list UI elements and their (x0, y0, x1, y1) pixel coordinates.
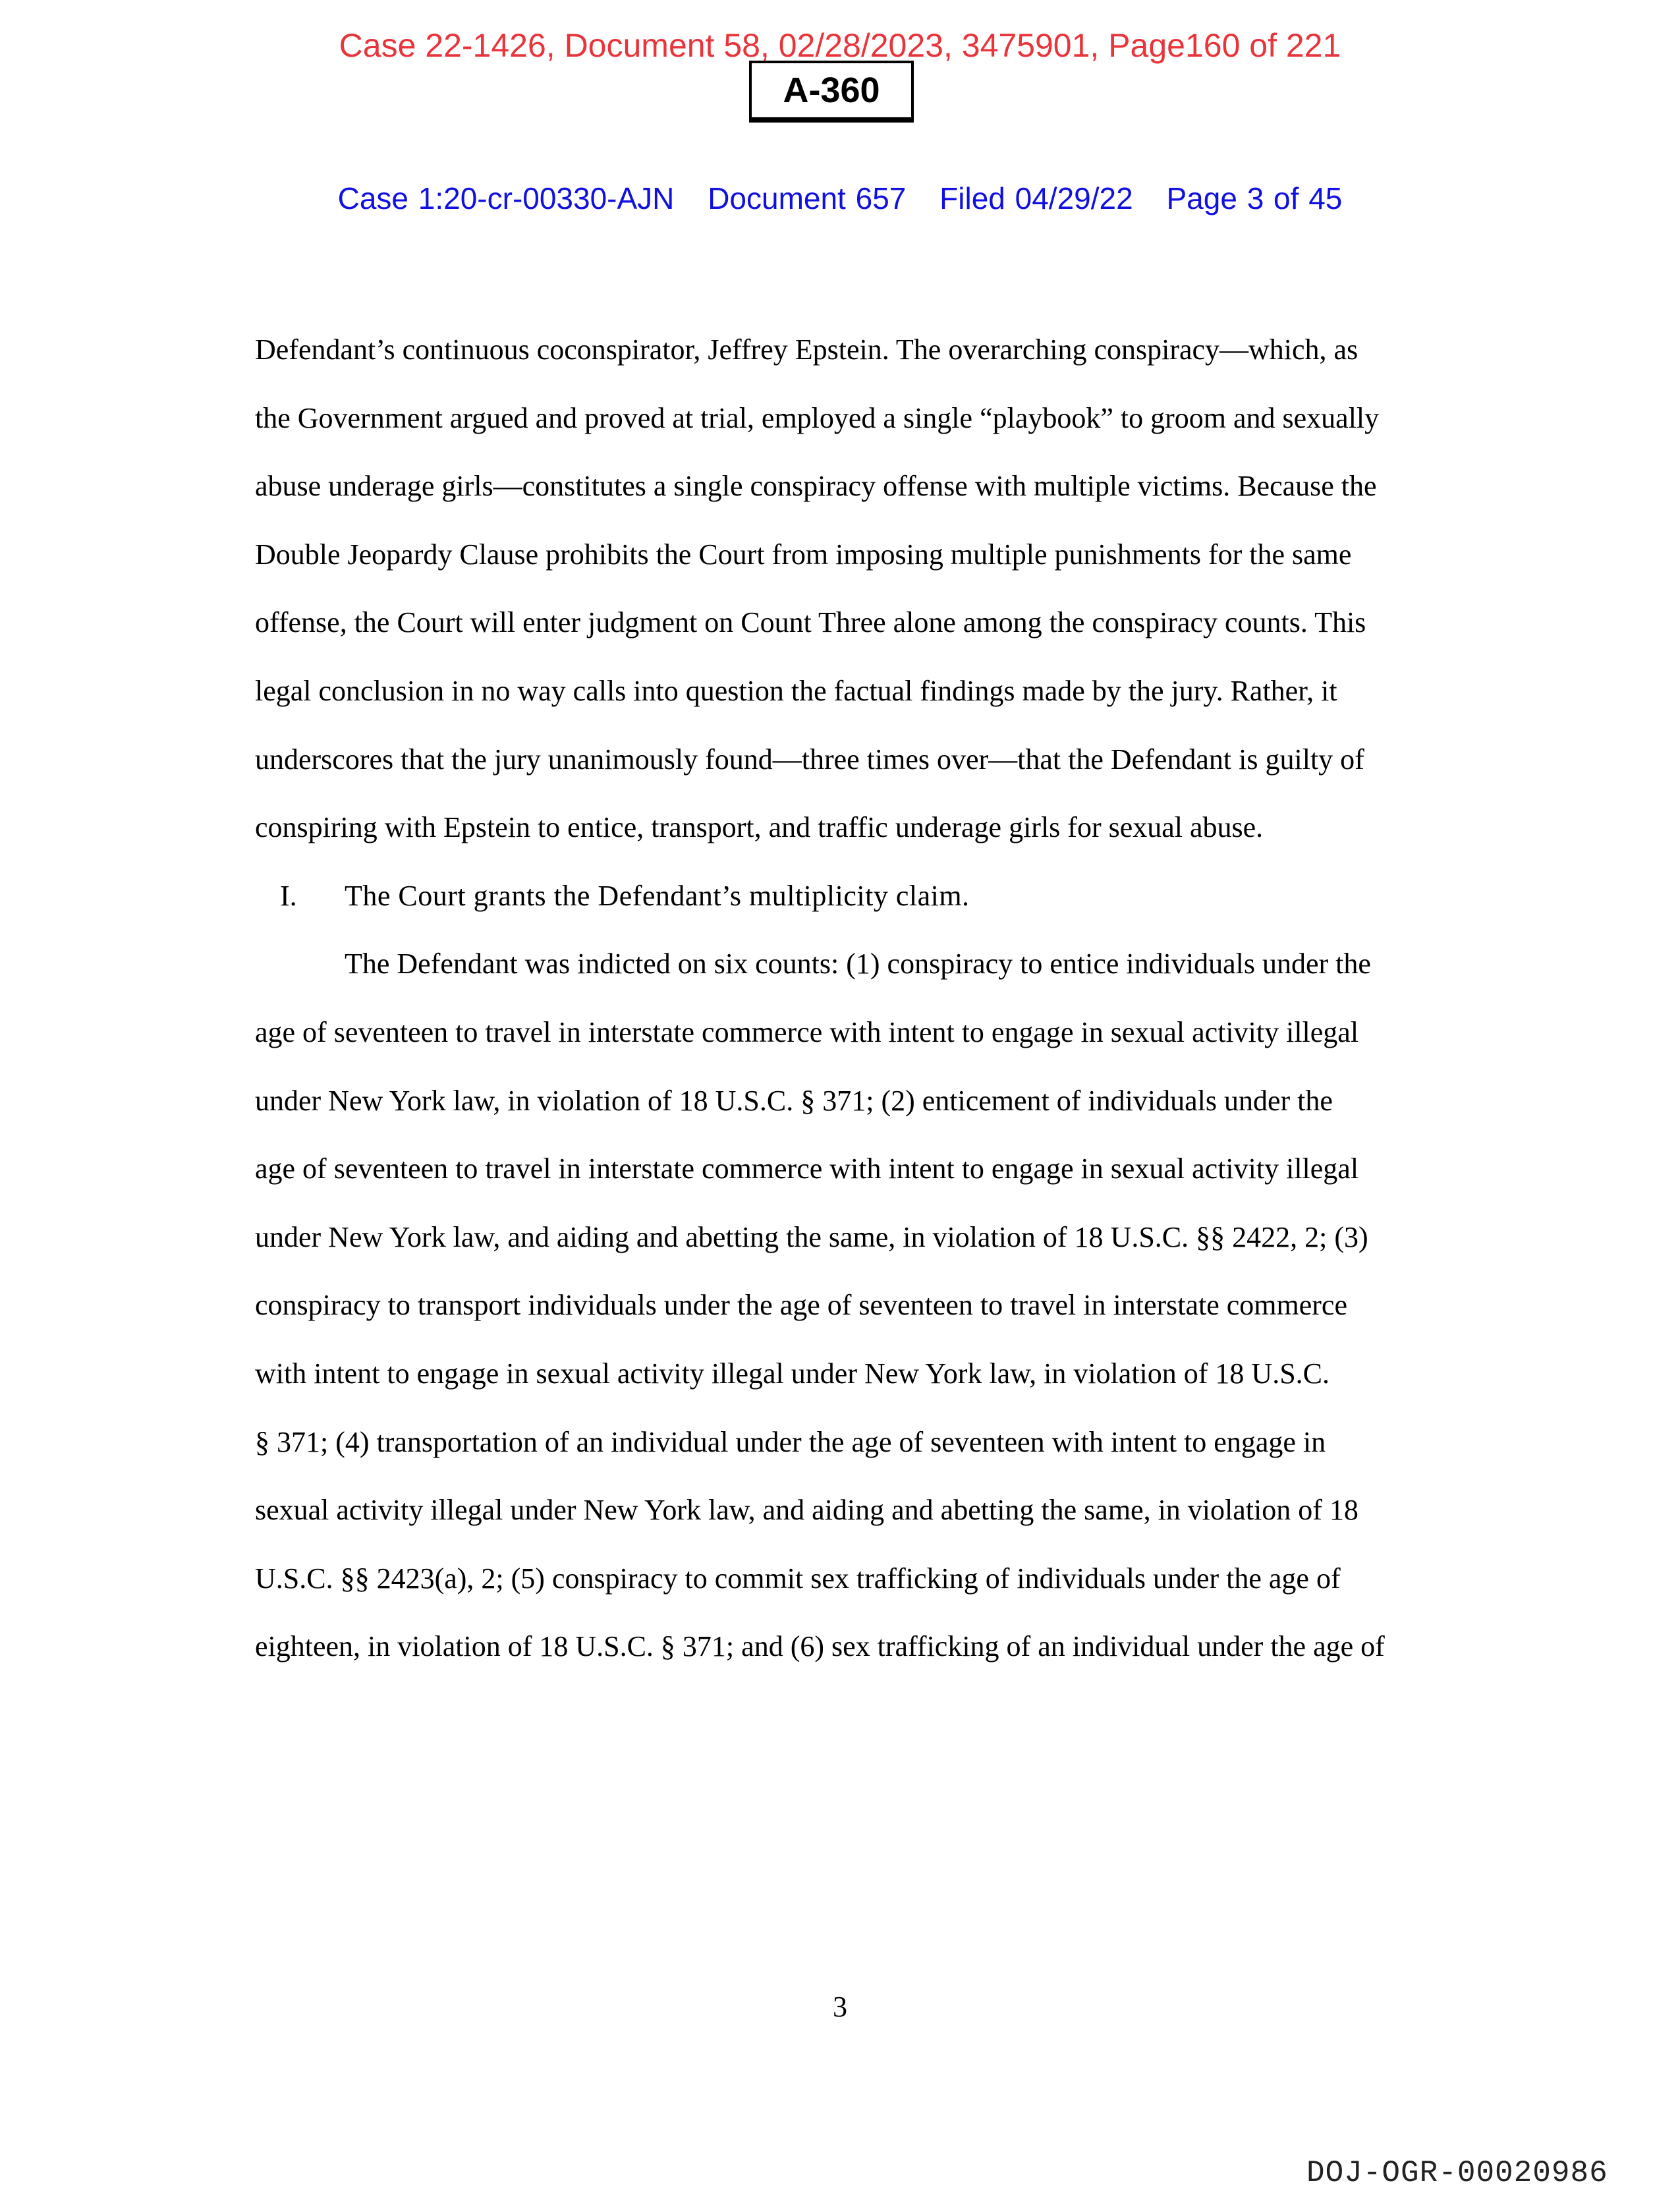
paragraph-2 (255, 944, 1414, 1695)
text-line: The Defendant was indicted on six counts: (1) conspiracy to entice individuals under the (345, 948, 1371, 980)
text-line: age of seventeen to travel in interstate commerce with intent to engage in sexual activity illegal (255, 1015, 1359, 1048)
text-line: offense, the Court will enter judgment on Count Three alone among the conspiracy counts. This (255, 606, 1366, 639)
text-line: age of seventeen to travel in interstate commerce with intent to engage in sexual activity illegal (255, 1152, 1359, 1185)
case-number: Case 1:20-cr-00330-AJN (337, 181, 675, 215)
text-line: legal conclusion in no way calls into question the factual findings made by the jury. Rather, it (255, 674, 1337, 707)
text-line: conspiracy to transport individuals under the age of seventeen to travel in interstate commerce (255, 1289, 1347, 1322)
text-line: § 371; (4) transportation of an individual under the age of seventeen with intent to engage in (255, 1425, 1326, 1458)
section-title: The Court grants the Defendant’s multiplicity claim. (345, 879, 970, 912)
page-number: 3 (833, 1991, 847, 2023)
section-number: I. (280, 879, 297, 912)
text-line: sexual activity illegal under New York law, and aiding and abetting the same, in violation of 18 (255, 1494, 1358, 1527)
text-line: with intent to engage in sexual activity illegal under New York law, in violation of 18 U.S.C. (255, 1357, 1330, 1390)
appendix-page-label: A-360 (749, 61, 914, 123)
text-line: eighteen, in violation of 18 U.S.C. § 371; and (6) sex trafficking of an individual under the age of (255, 1630, 1385, 1663)
document-body (255, 329, 1414, 1695)
district-court-header (0, 181, 1680, 216)
page-of-total: Page 3 of 45 (1166, 181, 1343, 215)
bates-number: DOJ-OGR-00020986 (1306, 2156, 1608, 2190)
text-line: U.S.C. §§ 2423(a), 2; (5) conspiracy to commit sex trafficking of individuals under the age of (255, 1562, 1341, 1595)
text-line: abuse underage girls—constitutes a single conspiracy offense with multiple victims. Because the (255, 470, 1377, 503)
text-line: Double Jeopardy Clause prohibits the Court from imposing multiple punishments for the same (255, 538, 1352, 571)
text-line: Defendant’s continuous coconspirator, Jeffrey Epstein. The overarching conspiracy—which, as (255, 333, 1358, 366)
paragraph-1 (255, 329, 1414, 876)
filed-date: Filed 04/29/22 (939, 181, 1133, 215)
text-line: under New York law, and aiding and abetting the same, in violation of 18 U.S.C. §§ 2422, 2; (3) (255, 1220, 1368, 1253)
appellate-filing-stamp: Case 22-1426, Document 58, 02/28/2023, 3475901, Page160 of 221 (339, 27, 1341, 64)
text-line: under New York law, in violation of 18 U.S.C. § 371; (2) enticement of individuals under the (255, 1084, 1333, 1117)
text-line: the Government argued and proved at trial, employed a single “playbook” to groom and sexually (255, 401, 1380, 434)
section-heading (255, 876, 1414, 944)
document-number: Document 657 (708, 181, 907, 215)
text-line: conspiring with Epstein to entice, transport, and traffic underage girls for sexual abuse. (255, 811, 1264, 844)
text-line: underscores that the jury unanimously found—three times over—that the Defendant is guilty of (255, 743, 1364, 776)
